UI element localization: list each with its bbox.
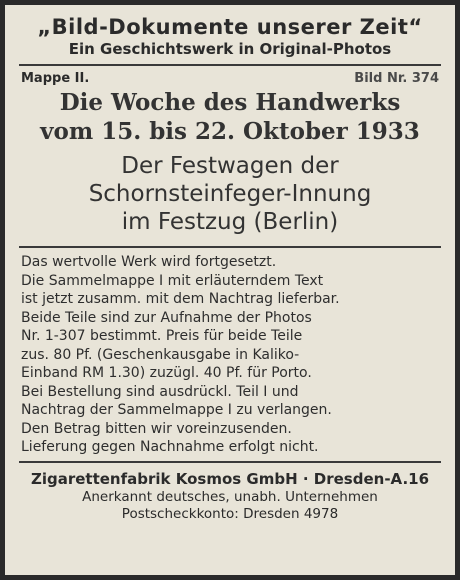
body-line: Beide Teile sind zur Aufnahme der Photos [21, 309, 312, 326]
body-line: zus. 80 Pf. (Geschenkausgabe in Kaliko- [21, 346, 300, 363]
body-line: ist jetzt zusamm. mit dem Nachtrag lieferbar. [21, 291, 340, 307]
headline [15, 88, 445, 146]
body-line: Bei Bestellung sind ausdrückl. Teil I und [21, 383, 299, 400]
headline-line-2: vom 15. bis 22. Oktober 1933 [40, 118, 420, 145]
body-text [15, 248, 445, 457]
caption-line-2: Schornsteinfeger-Innung [88, 181, 372, 207]
card-content [15, 13, 445, 523]
caption-line-3: im Festzug (Berlin) [121, 209, 339, 235]
headline-line-1: Die Woche des Handwerks [59, 89, 401, 116]
body-line: Einband RM 1.30) zuzügl. 40 Pf. für Porto. [21, 365, 312, 381]
series-subtitle: Ein Geschichtswerk in Original-Photos [68, 40, 392, 58]
folder-label: Mappe II. [21, 71, 90, 86]
caption-line-1: Der Festwagen der [121, 153, 339, 179]
body-line: Nr. 1-307 bestimmt. Preis für beide Teile [21, 328, 303, 344]
company-name: Zigarettenfabrik Kosmos GmbH · Dresden-A.16 [30, 469, 430, 488]
card-meta [15, 66, 445, 87]
body-line: Den Betrag bitten wir voreinzusenden. [21, 420, 292, 437]
bottom-divider [19, 461, 441, 463]
body-line: Lieferung gegen Nachnahme erfolgt nicht. [21, 439, 319, 455]
postal-account: Postscheckkonto: Dresden 4978 [121, 505, 339, 522]
body-line: Die Sammelmappe I mit erläuterndem Text [21, 272, 324, 289]
body-line: Nachtrag der Sammelmappe I zu verlangen. [21, 402, 332, 418]
picture-caption [15, 152, 445, 236]
series-title: „Bild-Dokumente unserer Zeit“ [37, 15, 423, 39]
company-tagline: Anerkannt deutsches, unabh. Unternehmen [82, 488, 378, 505]
picture-number: Bild Nr. 374 [354, 71, 439, 86]
body-line: Das wertvolle Werk wird fortgesetzt. [21, 254, 277, 270]
